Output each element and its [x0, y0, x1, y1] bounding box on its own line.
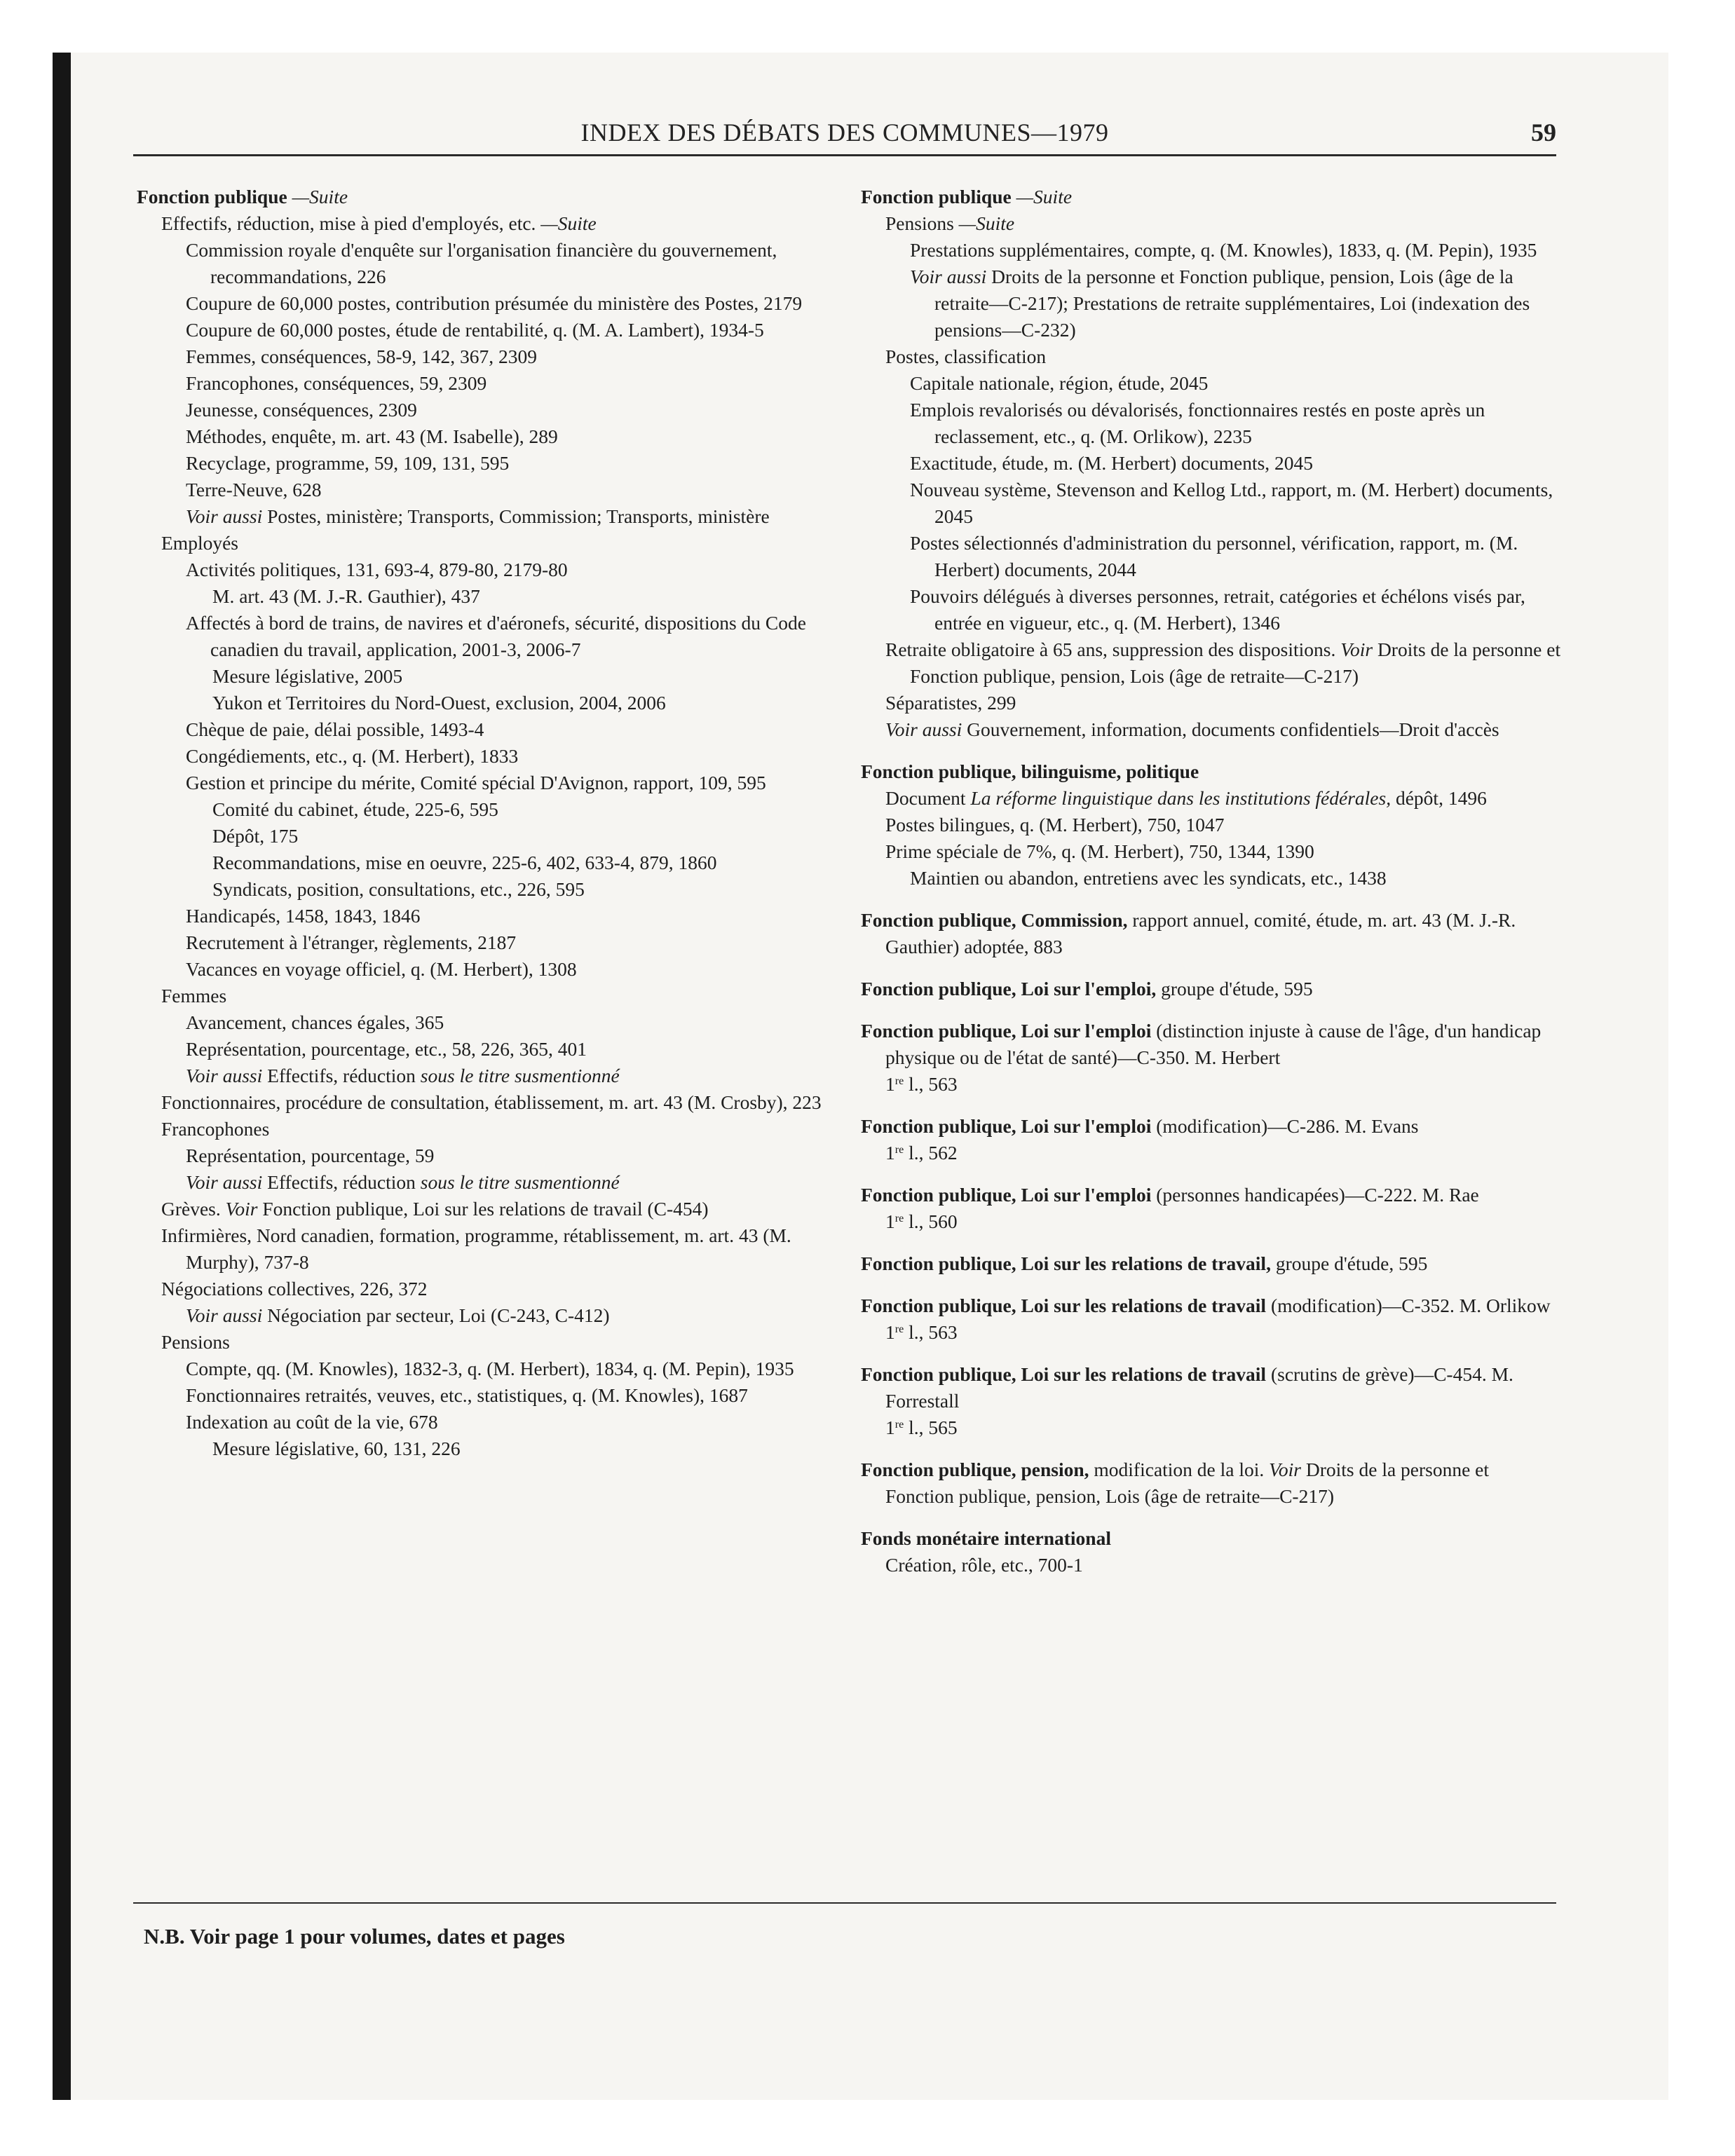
entry-text: modification de la loi.: [1089, 1459, 1270, 1480]
entry-text: re: [894, 1144, 904, 1156]
entry-text: Nouveau système, Stevenson and Kellog Ltd., rapport, m. (M. Herbert) documents, 2045: [910, 479, 1553, 527]
entry-italic-text: Voir: [1269, 1459, 1301, 1480]
index-column-left: [137, 184, 838, 1462]
index-entry: [186, 397, 838, 423]
entry-text: Mesure législative, 2005: [212, 665, 403, 687]
entry-text: Négociations collectives, 226, 372: [161, 1278, 428, 1299]
entry-text: Infirmières, Nord canadien, formation, programme, rétablissement, m. art. 43 (M. Murphy), 737-8: [161, 1224, 791, 1273]
entry-heading: Fonction publique, Commission,: [861, 909, 1128, 931]
entry-heading: Fonction publique, Loi sur l'emploi: [861, 1020, 1152, 1042]
index-entry: [186, 903, 838, 929]
index-entry: [186, 477, 838, 503]
entry-text: Syndicats, position, consultations, etc., 226, 595: [212, 878, 585, 900]
index-entry: [212, 1435, 838, 1462]
entry-text: M. art. 43 (M. J.-R. Gauthier), 437: [212, 585, 480, 607]
entry-text: Jeunesse, conséquences, 2309: [186, 399, 417, 421]
entry-text: Postes, ministère; Transports, Commission; Transports, ministère: [262, 505, 770, 527]
index-entry: [861, 184, 1562, 210]
index-entry: [885, 690, 1562, 716]
entry-text: (scrutins de grève)—C-454. M. Forrestall: [885, 1363, 1513, 1412]
index-entry: [186, 1302, 838, 1329]
index-entry: [910, 370, 1562, 397]
index-entry: [186, 370, 838, 397]
entry-text: Gouvernement, information, documents confidentiels—Droit d'accès: [962, 718, 1499, 740]
entry-text: Fonction publique, Loi sur les relations de travail (C-454): [257, 1198, 709, 1220]
index-entry: [910, 865, 1562, 892]
entry-heading: Fonction publique, bilinguisme, politique: [861, 760, 1199, 782]
entry-text: Document: [885, 787, 971, 809]
entry-italic-text: Voir: [225, 1198, 258, 1220]
index-entry: [186, 929, 838, 956]
index-entry: [186, 557, 838, 583]
index-entry: [861, 1250, 1562, 1277]
entry-text: Pensions: [885, 212, 959, 234]
index-entry: [186, 1409, 838, 1435]
entry-heading: Fonction publique, pension,: [861, 1459, 1089, 1480]
index-entry: [910, 450, 1562, 477]
index-entry: [910, 477, 1562, 530]
index-entry: [186, 716, 838, 743]
entry-text: Employés: [161, 532, 238, 554]
index-entry: [861, 758, 1562, 785]
index-entry: [861, 1182, 1562, 1208]
entry-text: Recommandations, mise en oeuvre, 225-6, 402, 633-4, 879, 1860: [212, 852, 717, 873]
footnote: N.B. Voir page 1 pour volumes, dates et pages: [144, 1924, 565, 1949]
entry-text: Postes, classification: [885, 346, 1047, 367]
entry-text: Représentation, pourcentage, etc., 58, 226, 365, 401: [186, 1038, 587, 1060]
entry-text: Dépôt, 175: [212, 825, 299, 847]
entry-text: Négociation par secteur, Loi (C-243, C-412): [262, 1304, 610, 1326]
entry-italic-text: Voir aussi: [910, 266, 987, 287]
index-entry: [885, 838, 1562, 865]
entry-text: groupe d'étude, 595: [1156, 978, 1313, 999]
index-entry: [885, 1552, 1562, 1578]
entry-text: 1: [885, 1417, 895, 1438]
entry-italic-text: —Suite: [958, 212, 1015, 234]
entry-text: Retraite obligatoire à 65 ans, suppression des dispositions.: [885, 639, 1341, 660]
page-number: 59: [1531, 118, 1556, 146]
entry-heading: Fonction publique, Loi sur les relations de travail: [861, 1363, 1267, 1385]
entry-text: Exactitude, étude, m. (M. Herbert) documents, 2045: [910, 452, 1314, 474]
entry-text: Méthodes, enquête, m. art. 43 (M. Isabelle), 289: [186, 425, 558, 447]
index-entry: [186, 290, 838, 317]
index-entry: [186, 343, 838, 370]
entry-text: Commission royale d'enquête sur l'organisation financière du gouvernement, recommandations, 226: [186, 239, 777, 287]
index-entry: [861, 1361, 1562, 1414]
index-entry: [861, 1525, 1562, 1552]
index-column-right: [861, 184, 1562, 1578]
entry-text: Congédiements, etc., q. (M. Herbert), 1833: [186, 745, 519, 767]
index-entry: [885, 636, 1562, 690]
entry-text: Terre-Neuve, 628: [186, 479, 322, 500]
index-entry: [161, 1089, 838, 1116]
entry-text: Vacances en voyage officiel, q. (M. Herbert), 1308: [186, 958, 577, 980]
index-entry: [861, 1113, 1562, 1140]
index-entry: [161, 1116, 838, 1142]
entry-italic-text: sous le titre susmentionné: [420, 1065, 620, 1086]
entry-heading: Fonction publique, Loi sur l'emploi,: [861, 978, 1157, 999]
entry-italic-text: —Suite: [1016, 186, 1073, 207]
entry-text: (personnes handicapées)—C-222. M. Rae: [1151, 1184, 1479, 1206]
index-entry: [161, 210, 838, 237]
running-header: [133, 112, 1556, 156]
entry-text: Francophones: [161, 1118, 270, 1140]
entry-text: re: [894, 1323, 904, 1335]
entry-italic-text: —Suite: [540, 212, 597, 234]
index-entry: [885, 1319, 1562, 1346]
entry-italic-text: Voir aussi: [885, 718, 962, 740]
entry-text: l., 562: [904, 1142, 958, 1164]
entry-text: (modification)—C-286. M. Evans: [1151, 1115, 1419, 1137]
index-entry: [186, 743, 838, 770]
entry-text: groupe d'étude, 595: [1270, 1253, 1428, 1274]
entry-text: Fonctionnaires, procédure de consultation, établissement, m. art. 43 (M. Crosby), 223: [161, 1091, 822, 1113]
entry-text: Effectifs, réduction: [262, 1065, 421, 1086]
index-entry: [212, 690, 838, 716]
index-entry: [885, 716, 1562, 743]
index-entry: [861, 907, 1562, 960]
index-entry: [161, 1196, 838, 1222]
index-entry: [910, 583, 1562, 636]
index-entry: [910, 530, 1562, 583]
entry-text: Recrutement à l'étranger, règlements, 2187: [186, 932, 517, 953]
index-entry: [212, 823, 838, 850]
entry-heading: Fonction publique: [861, 186, 1016, 207]
entry-text: 1: [885, 1210, 895, 1232]
entry-text: Coupure de 60,000 postes, contribution présumée du ministère des Postes, 2179: [186, 292, 803, 314]
entry-text: Capitale nationale, région, étude, 2045: [910, 372, 1209, 394]
entry-text: Prime spéciale de 7%, q. (M. Herbert), 750, 1344, 1390: [885, 840, 1314, 862]
index-entry: [212, 663, 838, 690]
entry-text: Pouvoirs délégués à diverses personnes, retrait, catégories et échélons visés par, entrée en vigueur, etc., q. (M. Herbert), 1346: [910, 585, 1525, 634]
index-entry: [910, 264, 1562, 343]
scan-margin-left: [0, 0, 53, 2156]
entry-text: Emplois revalorisés ou dévalorisés, fonctionnaires restés en poste après un reclassement, etc., q. (M. Orlikow), 2235: [910, 399, 1485, 447]
entry-text: Pensions: [161, 1331, 230, 1353]
index-entry: [885, 1208, 1562, 1235]
index-entry: [910, 397, 1562, 450]
index-entry: [186, 503, 838, 530]
index-entry: [212, 796, 838, 823]
index-entry: [186, 1382, 838, 1409]
entry-text: Maintien ou abandon, entretiens avec les syndicats, etc., 1438: [910, 867, 1387, 889]
index-entry: [212, 876, 838, 903]
entry-text: re: [894, 1213, 904, 1224]
scan-margin-bottom: [53, 2100, 1735, 2156]
entry-text: Chèque de paie, délai possible, 1493-4: [186, 718, 484, 740]
index-entry: [161, 1222, 838, 1276]
index-entry: [186, 450, 838, 477]
entry-italic-text: Voir aussi: [186, 1171, 263, 1193]
footer-rule: [133, 1902, 1556, 1904]
index-entry: [861, 1018, 1562, 1071]
entry-italic-text: Voir aussi: [186, 505, 263, 527]
entry-text: l., 563: [904, 1073, 958, 1095]
entry-text: 1: [885, 1142, 895, 1164]
index-entry: [137, 184, 838, 210]
entry-text: Comité du cabinet, étude, 225-6, 595: [212, 798, 498, 820]
index-entry: [885, 1140, 1562, 1166]
index-entry: [861, 976, 1562, 1002]
index-entry: [186, 1169, 838, 1196]
index-entry: [186, 956, 838, 983]
index-entry: [186, 1036, 838, 1063]
entry-text: (distinction injuste à cause de l'âge, d'un handicap physique ou de l'état de santé)—C-350. M. Herbert: [885, 1020, 1542, 1068]
index-entry: [186, 317, 838, 343]
index-entry: [186, 610, 838, 663]
entry-text: Droits de la personne et Fonction publique, pension, Lois (âge de retraite—C-217): [910, 639, 1561, 687]
entry-text: l., 563: [904, 1321, 958, 1343]
entry-text: Effectifs, réduction: [262, 1171, 421, 1193]
entry-text: dépôt, 1496: [1391, 787, 1487, 809]
scan-binding-edge: [53, 53, 71, 2100]
entry-text: Fonctionnaires retraités, veuves, etc., statistiques, q. (M. Knowles), 1687: [186, 1384, 748, 1406]
entry-text: Mesure législative, 60, 131, 226: [212, 1438, 461, 1459]
entry-text: Francophones, conséquences, 59, 2309: [186, 372, 487, 394]
entry-text: Yukon et Territoires du Nord-Ouest, exclusion, 2004, 2006: [212, 692, 666, 714]
entry-text: Effectifs, réduction, mise à pied d'employés, etc.: [161, 212, 541, 234]
entry-text: (modification)—C-352. M. Orlikow: [1266, 1295, 1551, 1316]
entry-heading: Fonction publique, Loi sur l'emploi: [861, 1184, 1152, 1206]
index-entry: [186, 770, 838, 796]
index-entry: [212, 850, 838, 876]
index-entry: [885, 343, 1562, 370]
entry-text: Compte, qq. (M. Knowles), 1832-3, q. (M. Herbert), 1834, q. (M. Pepin), 1935: [186, 1358, 794, 1379]
entry-text: Affectés à bord de trains, de navires et d'aéronefs, sécurité, dispositions du Code canadien du travail, application, 2001-3, 2006-7: [186, 612, 806, 660]
index-entry: [161, 983, 838, 1009]
index-entry: [186, 1063, 838, 1089]
page-title: INDEX DES DÉBATS DES COMMUNES—1979: [580, 118, 1109, 146]
entry-text: Séparatistes, 299: [885, 692, 1016, 714]
entry-text: Postes sélectionnés d'administration du personnel, vérification, rapport, m. (M. Herbert) documents, 2044: [910, 532, 1518, 580]
index-entry: [186, 1142, 838, 1169]
entry-text: Gestion et principe du mérite, Comité spécial D'Avignon, rapport, 109, 595: [186, 772, 766, 793]
entry-text: l., 560: [904, 1210, 958, 1232]
index-entry: [885, 812, 1562, 838]
entry-text: 1: [885, 1321, 895, 1343]
index-entry: [212, 583, 838, 610]
entry-italic-text: sous le titre susmentionné: [420, 1171, 620, 1193]
entry-text: Création, rôle, etc., 700-1: [885, 1554, 1083, 1576]
index-entry: [910, 237, 1562, 264]
entry-text: Handicapés, 1458, 1843, 1846: [186, 905, 421, 927]
entry-text: Droits de la personne et Fonction publique, pension, Lois (âge de la retraite—C-217); Prestations de retraite supplémentaires, Loi (indexation des pensions—C-232): [934, 266, 1530, 341]
entry-text: Grèves.: [161, 1198, 226, 1220]
entry-text: Coupure de 60,000 postes, étude de rentabilité, q. (M. A. Lambert), 1934-5: [186, 319, 764, 341]
entry-text: re: [894, 1075, 904, 1087]
entry-text: l., 565: [904, 1417, 958, 1438]
entry-heading: Fonction publique, Loi sur les relations de travail,: [861, 1253, 1271, 1274]
index-entry: [885, 1414, 1562, 1441]
entry-text: Avancement, chances égales, 365: [186, 1011, 444, 1033]
entry-italic-text: Voir: [1340, 639, 1373, 660]
index-entry: [186, 237, 838, 290]
index-entry: [885, 1071, 1562, 1098]
entry-heading: Fonds monétaire international: [861, 1527, 1111, 1549]
entry-text: Droits de la personne et Fonction publique, pension, Lois (âge de retraite—C-217): [885, 1459, 1490, 1507]
index-entry: [885, 785, 1562, 812]
entry-text: re: [894, 1419, 904, 1431]
entry-text: Recyclage, programme, 59, 109, 131, 595: [186, 452, 510, 474]
entry-text: Postes bilingues, q. (M. Herbert), 750, 1047: [885, 814, 1225, 835]
entry-italic-text: —Suite: [292, 186, 348, 207]
index-entry: [186, 423, 838, 450]
entry-italic-text: Voir aussi: [186, 1304, 263, 1326]
entry-heading: Fonction publique, Loi sur les relations de travail: [861, 1295, 1267, 1316]
entry-text: rapport annuel, comité, étude, m. art. 43 (M. J.-R. Gauthier) adoptée, 883: [885, 909, 1516, 957]
entry-text: 1: [885, 1073, 895, 1095]
entry-italic-text: La réforme linguistique dans les institutions fédérales,: [970, 787, 1392, 809]
entry-heading: Fonction publique, Loi sur l'emploi: [861, 1115, 1152, 1137]
entry-italic-text: Voir aussi: [186, 1065, 263, 1086]
index-entry: [861, 1456, 1562, 1510]
index-entry: [161, 1329, 838, 1356]
entry-heading: Fonction publique: [137, 186, 292, 207]
index-entry: [186, 1356, 838, 1382]
entry-text: Représentation, pourcentage, 59: [186, 1145, 435, 1166]
entry-text: Femmes, conséquences, 58-9, 142, 367, 2309: [186, 346, 538, 367]
entry-text: Femmes: [161, 985, 227, 1007]
entry-text: Prestations supplémentaires, compte, q. (M. Knowles), 1833, q. (M. Pepin), 1935: [910, 239, 1537, 261]
entry-text: Indexation au coût de la vie, 678: [186, 1411, 438, 1433]
entry-text: Activités politiques, 131, 693-4, 879-80, 2179-80: [186, 559, 568, 580]
scan-margin-top: [53, 0, 1735, 53]
index-entry: [885, 210, 1562, 237]
index-entry: [186, 1009, 838, 1036]
index-entry: [161, 530, 838, 557]
index-entry: [861, 1292, 1562, 1319]
index-entry: [161, 1276, 838, 1302]
